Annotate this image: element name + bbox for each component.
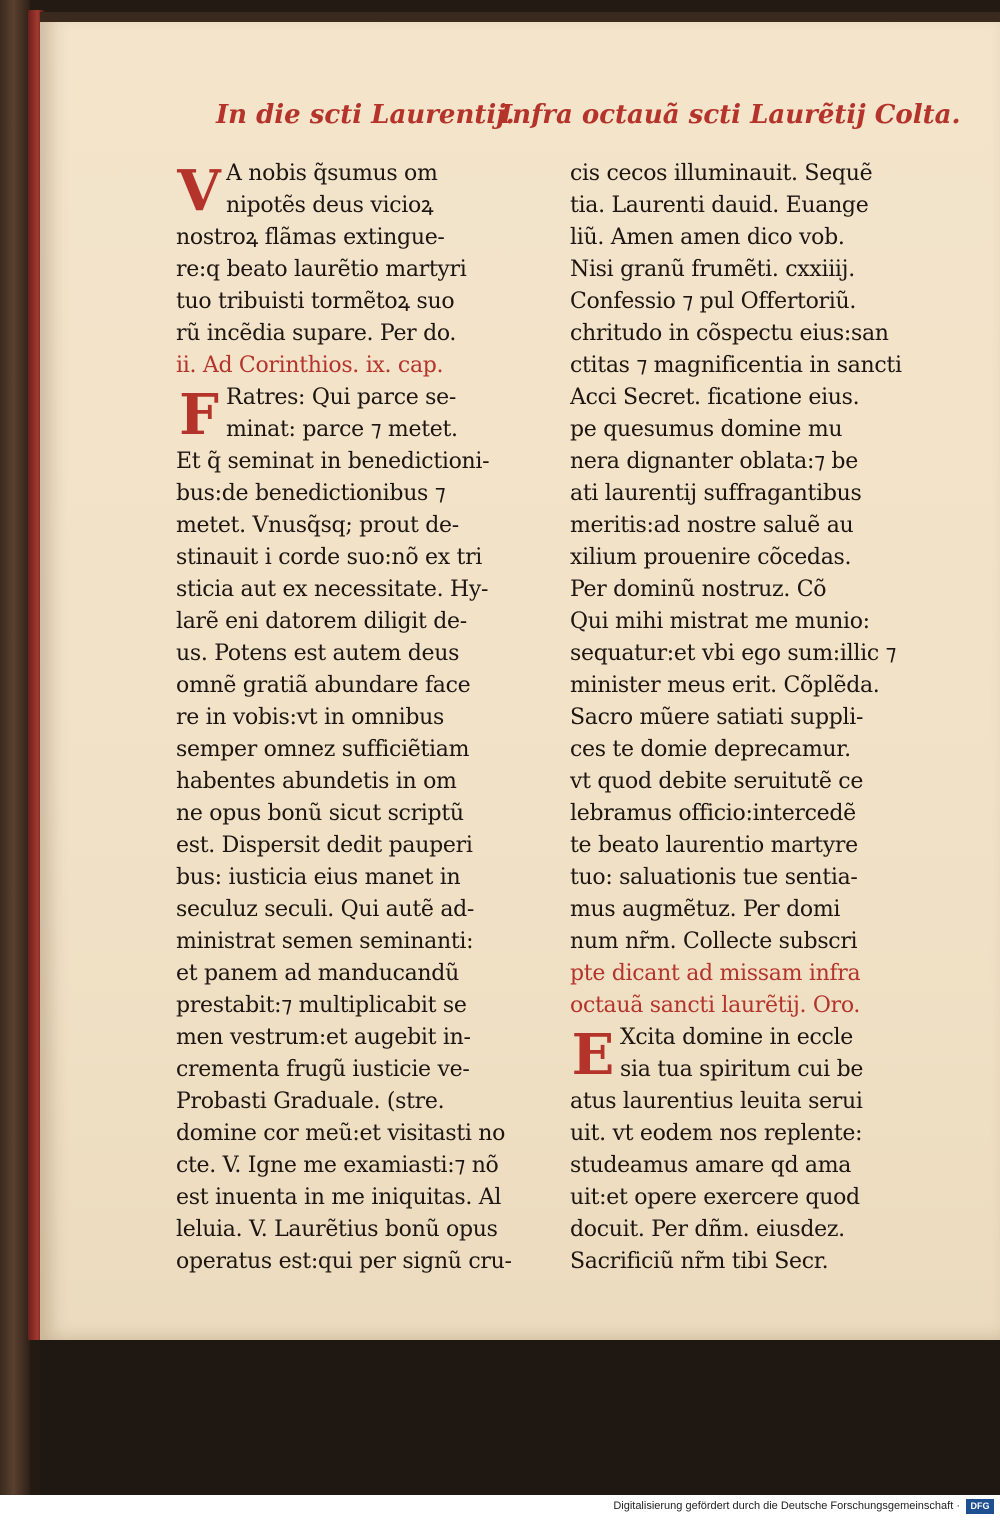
text-line [176, 1054, 516, 1086]
line-text: bus:de benedictionibus ⁊ [176, 481, 446, 506]
line-text: ii. Ad Corinthios. ix. cap. [176, 353, 444, 378]
page-top-edge [40, 12, 1000, 22]
text-line [570, 638, 910, 670]
text-line [176, 574, 516, 606]
text-line [570, 158, 910, 190]
text-line [570, 350, 910, 382]
header-left: In die scti Laurentij. [216, 100, 515, 130]
right-column [570, 158, 910, 1278]
text-line [226, 190, 516, 222]
scan-bottom-area [40, 1340, 1000, 1495]
line-text: pe quesumus domine mu [570, 417, 843, 442]
text-line [176, 702, 516, 734]
text-line [176, 638, 516, 670]
text-line [570, 958, 910, 990]
text-line [226, 414, 516, 446]
line-text: ne opus bonũ sicut scriptũ [176, 801, 464, 826]
line-text: xilium prouenire cõcedas. [570, 545, 852, 570]
line-text: Nisi granũ frumẽti. cxxiiij. [570, 257, 855, 282]
line-text: Qui mihi mistrat me munio: [570, 609, 870, 634]
text-line [176, 734, 516, 766]
line-text: prestabit:⁊ multiplicabit se [176, 993, 467, 1018]
line-text: te beato laurentio martyre [570, 833, 858, 858]
text-line [570, 382, 910, 414]
text-line [570, 734, 910, 766]
line-text: tuo: saluationis tue sentia- [570, 865, 858, 890]
text-line [570, 1246, 910, 1278]
digitization-credit: Digitalisierung gefördert durch die Deutsche Forschungsgemeinschaft · [613, 1500, 960, 1512]
header-right: Infra octauã scti Laurẽtij Colta. [500, 100, 961, 130]
text-line [570, 862, 910, 894]
text-line [176, 510, 516, 542]
text-line [226, 382, 516, 414]
text-line [176, 1022, 516, 1054]
line-text: sequatur:et vbi ego sum:illic ⁊ [570, 641, 897, 666]
line-text: docuit. Per dñm. eiusdez. [570, 1217, 845, 1242]
line-text: nipotẽs deus vicioꝝ [226, 193, 434, 218]
line-text: sia tua spiritum cui be [620, 1057, 864, 1082]
text-line [570, 414, 910, 446]
line-text: nostroꝝ flãmas extingue- [176, 225, 445, 250]
dfg-logo: DFG [966, 1499, 994, 1514]
footer-bar [0, 1495, 1000, 1520]
text-line [570, 574, 910, 606]
text-line [176, 1182, 516, 1214]
text-line [176, 1214, 516, 1246]
line-text: ctitas ⁊ magnificentia in sancti [570, 353, 902, 378]
line-text: num nr̃m. Collecte subscri [570, 929, 858, 954]
line-text: domine cor meũ:et visitasti no [176, 1121, 506, 1146]
line-text: ces te domie deprecamur. [570, 737, 851, 762]
line-text: et panem ad manducandũ [176, 961, 459, 986]
line-text: omnẽ gratiã abundare face [176, 673, 471, 698]
text-line [176, 990, 516, 1022]
text-line [570, 190, 910, 222]
line-text: Sacro mũere satiati suppli- [570, 705, 864, 730]
line-text: men vestrum:et augebit in- [176, 1025, 471, 1050]
line-text: lebramus officio:intercedẽ [570, 801, 856, 826]
line-text: atus laurentius leuita serui [570, 1089, 863, 1114]
line-text: sticia aut ex necessitate. Hy- [176, 577, 489, 602]
manuscript-page [40, 12, 1000, 1340]
line-text: tia. Laurenti dauid. Euange [570, 193, 869, 218]
line-text: Per dominũ nostruz. Cõ [570, 577, 827, 602]
text-line [176, 318, 516, 350]
text-line [176, 1118, 516, 1150]
text-line [570, 1118, 910, 1150]
line-text: mus augmẽtuz. Per domi [570, 897, 841, 922]
text-line [570, 702, 910, 734]
text-line [570, 926, 910, 958]
text-line [570, 606, 910, 638]
line-text: re:q beato laurẽtio martyri [176, 257, 467, 282]
line-text: rũ incẽdia supare. Per do. [176, 321, 457, 346]
line-text: minister meus erit. Cõplẽda. [570, 673, 880, 698]
line-text: larẽ eni datorem diligit de- [176, 609, 467, 634]
rubric-initial: V [177, 158, 221, 224]
line-text: minat: parce ⁊ metet. [226, 417, 458, 442]
line-text: est inuenta in me iniquitas. Al [176, 1185, 502, 1210]
text-line [570, 766, 910, 798]
left-column [176, 158, 516, 1278]
line-text: Confessio ⁊ pul Offertoriũ. [570, 289, 857, 314]
text-line [570, 478, 910, 510]
text-line [620, 1054, 910, 1086]
text-line [176, 862, 516, 894]
line-text: cis cecos illuminauit. Sequẽ [570, 161, 873, 186]
text-line [570, 990, 910, 1022]
text-line [176, 446, 516, 478]
line-text: seculuz seculi. Qui autẽ ad- [176, 897, 475, 922]
text-line [570, 286, 910, 318]
line-text: Ratres: Qui parce se- [226, 385, 456, 410]
text-line [176, 478, 516, 510]
line-text: Probasti Graduale. (stre. [176, 1089, 445, 1114]
text-line [226, 158, 516, 190]
line-text: nera dignanter oblata:⁊ be [570, 449, 858, 474]
text-line [176, 1150, 516, 1182]
text-line [176, 606, 516, 638]
line-text: meritis:ad nostre saluẽ au [570, 513, 854, 538]
running-header [40, 100, 1000, 140]
line-text: re in vobis:vt in omnibus [176, 705, 445, 730]
text-line [176, 254, 516, 286]
text-line [176, 1086, 516, 1118]
text-line [570, 542, 910, 574]
line-text: leluia. V. Laurẽtius bonũ opus [176, 1217, 498, 1242]
text-line [570, 670, 910, 702]
line-text: operatus est:qui per signũ cru- [176, 1249, 512, 1274]
text-line [176, 926, 516, 958]
text-line [570, 830, 910, 862]
line-text: studeamus amare qd ama [570, 1153, 852, 1178]
text-line [176, 830, 516, 862]
text-line [570, 1214, 910, 1246]
line-text: liũ. Amen amen dico vob. [570, 225, 845, 250]
text-line [570, 894, 910, 926]
text-line [176, 1246, 516, 1278]
line-text: Acci Secret. ficatione eius. [570, 385, 860, 410]
text-line [570, 798, 910, 830]
text-line [570, 446, 910, 478]
line-text: habentes abundetis in om [176, 769, 457, 794]
line-text: semper omnez sufficiẽtiam [176, 737, 470, 762]
rubric-initial: E [571, 1022, 615, 1088]
text-line [570, 254, 910, 286]
text-line [176, 350, 516, 382]
text-line [176, 542, 516, 574]
line-text: A nobis q̃sumus om [226, 161, 438, 186]
line-text: stinauit i corde suo:nõ ex tri [176, 545, 483, 570]
text-line [570, 318, 910, 350]
text-line [176, 766, 516, 798]
rubric-initial: F [179, 382, 219, 448]
line-text: chritudo in cõspectu eius:san [570, 321, 889, 346]
line-text: ati laurentij suffragantibus [570, 481, 862, 506]
book-spine [0, 0, 30, 1495]
line-text: crementa frugũ iusticie ve- [176, 1057, 470, 1082]
text-line [176, 222, 516, 254]
text-line [176, 958, 516, 990]
line-text: ministrat semen seminanti: [176, 929, 474, 954]
line-text: vt quod debite seruitutẽ ce [570, 769, 864, 794]
line-text: Xcita domine in eccle [620, 1025, 853, 1050]
line-text: Et q̃ seminat in benedictioni- [176, 449, 490, 474]
line-text: est. Dispersit dedit pauperi [176, 833, 473, 858]
line-text: octauã sancti laurẽtij. Oro. [570, 993, 861, 1018]
text-line [176, 670, 516, 702]
text-line [570, 1182, 910, 1214]
line-text: tuo tribuisti tormẽtoꝝ suo [176, 289, 455, 314]
line-text: metet. Vnusq̃sq; prout de- [176, 513, 459, 538]
text-line [620, 1022, 910, 1054]
text-line [570, 1150, 910, 1182]
text-line [570, 510, 910, 542]
text-line [570, 1086, 910, 1118]
line-text: bus: iusticia eius manet in [176, 865, 461, 890]
text-line [176, 286, 516, 318]
line-text: us. Potens est autem deus [176, 641, 460, 666]
line-text: cte. V. Igne me examiasti:⁊ nõ [176, 1153, 499, 1178]
line-text: Sacrificiũ nr̃m tibi Secr. [570, 1249, 829, 1274]
text-line [176, 798, 516, 830]
text-line [176, 894, 516, 926]
text-line [570, 222, 910, 254]
line-text: pte dicant ad missam infra [570, 961, 861, 986]
line-text: uit:et opere exercere quod [570, 1185, 860, 1210]
line-text: uit. vt eodem nos replente: [570, 1121, 863, 1146]
